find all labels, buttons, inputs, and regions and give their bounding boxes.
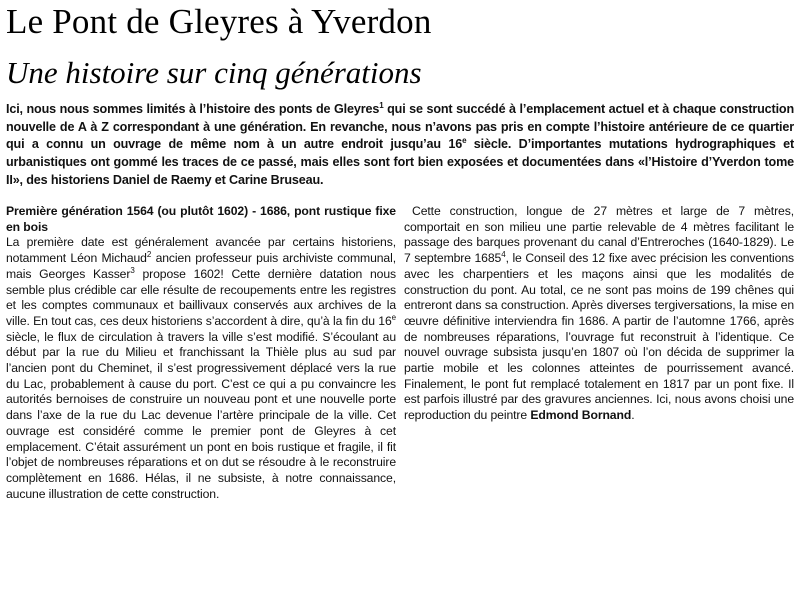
- left-column-body: [6, 235, 396, 502]
- right-text-part3: .: [631, 408, 635, 423]
- left-text-part4: siècle, le flux de circulation à travers la ville s’est modifié. S’écoulant au début par la rue du Milieu et franchissant la Thièle plus au sud par l’ancien pont du Cheminet, il s’est progressivement déplacé vers la rue du Lac, probablement à cause du port. C’est ce qui a pu convaincre les autorités bernoises de construire un nouveau pont et une nouvelle porte dans l’axe de la rue du Lac devenue l’artère principale de la ville. Cet ouvrage est considéré comme le premier pont de Gleyres à cet emplacement. C’était assurément un pont en bois rustique et fragile, il fit l’objet de nombreuses réparations et on dut se résoudre à le reconstruire complètement en 1686. Hélas, il ne subsiste, à notre connaissance, aucune illustration de cette construction.: [6, 329, 396, 501]
- left-column: [6, 204, 396, 502]
- right-text-part1: Cette construction, longue de 27 mètres et large de 7 mètres, comportait en son milieu une partie relevable de 4 mètres facilitant le passage des barques provenant du canal d’Entreroches (1640-1829). Le 7 septembre 1685: [404, 204, 794, 266]
- right-column: [404, 204, 794, 424]
- section-heading-first-generation: Première génération 1564 (ou plutôt 1602) - 1686, pont rustique fixe en bois: [6, 204, 396, 234]
- footnote-marker-1: 1: [379, 100, 384, 110]
- footnote-marker-2: 2: [146, 250, 152, 260]
- intro-text-part3: siècle. D’importantes mutations hydrographiques et urbanistiques ont gommé les traces de ce passé, mais elles sont fort bien exposées et documentées dans «l’Histoire d’Yverdon tome II», des historiens Daniel de Raemy et Carine Bruseau.: [6, 137, 794, 187]
- left-text-part2: ancien professeur puis archiviste communal, mais Georges Kasser: [6, 251, 397, 281]
- painter-name: Edmond Bornand: [530, 408, 632, 423]
- page-subtitle: Une histoire sur cinq générations: [6, 55, 422, 90]
- left-text-part1: La première date est généralement avancée par certains historiens, notamment Léon Michaud: [6, 235, 396, 266]
- footnote-marker-4: 4: [501, 250, 506, 260]
- intro-text-part2: qui se sont succédé à l’emplacement actuel et à chaque construction nouvelle de A à Z correspondant à une génération. En revanche, nous n’avons pas pris en compte l’histoire antérieure de ce quartier qui a connu un ouvrage de même nom à un autre endroit jusqu’au 16: [6, 102, 795, 152]
- page-title: Le Pont de Gleyres à Yverdon: [6, 2, 432, 41]
- century-superscript: e: [391, 312, 396, 322]
- intro-text-part1: Ici, nous nous sommes limités à l’histoire des ponts de Gleyres: [6, 102, 380, 116]
- footnote-marker-3: 3: [130, 265, 135, 275]
- century-superscript: e: [462, 136, 467, 146]
- left-text-part3: propose 1602! Cette dernière datation nous semble plus crédible car elle résulte de recoupements entre les registres et les comptes communaux et baillivaux conservés aux archives de la ville. En tout cas, ces deux historiens s’accordent à dire, qu’à la fin du 16: [6, 266, 397, 328]
- right-column-body: [404, 204, 794, 424]
- intro-paragraph: [6, 101, 794, 190]
- right-text-part2: , le Conseil des 12 fixe avec précision les conventions avec les charpentiers et les maçons ainsi que les modalités de construction du pont. Au total, ce ne sont pas moins de 199 chênes qui entreront dans sa construction. Après diverses tergiversations, la mise en œuvre définitive interviendra fin 1686. A partir de l’automne 1766, après de nombreuses réparations, l’ouvrage fut reconstruit à l’identique. Ce nouvel ouvrage subsista jusqu’en 1807 où l’on décida de supprimer la partie mobile et les colonnes atteintes de pourrissement avancé. Finalement, le pont fut remplacé totalement en 1817 par un pont fixe. Il est parfois illustré par des gravures anciennes. Ici, nous avons choisi une reproduction du peintre: [404, 251, 794, 423]
